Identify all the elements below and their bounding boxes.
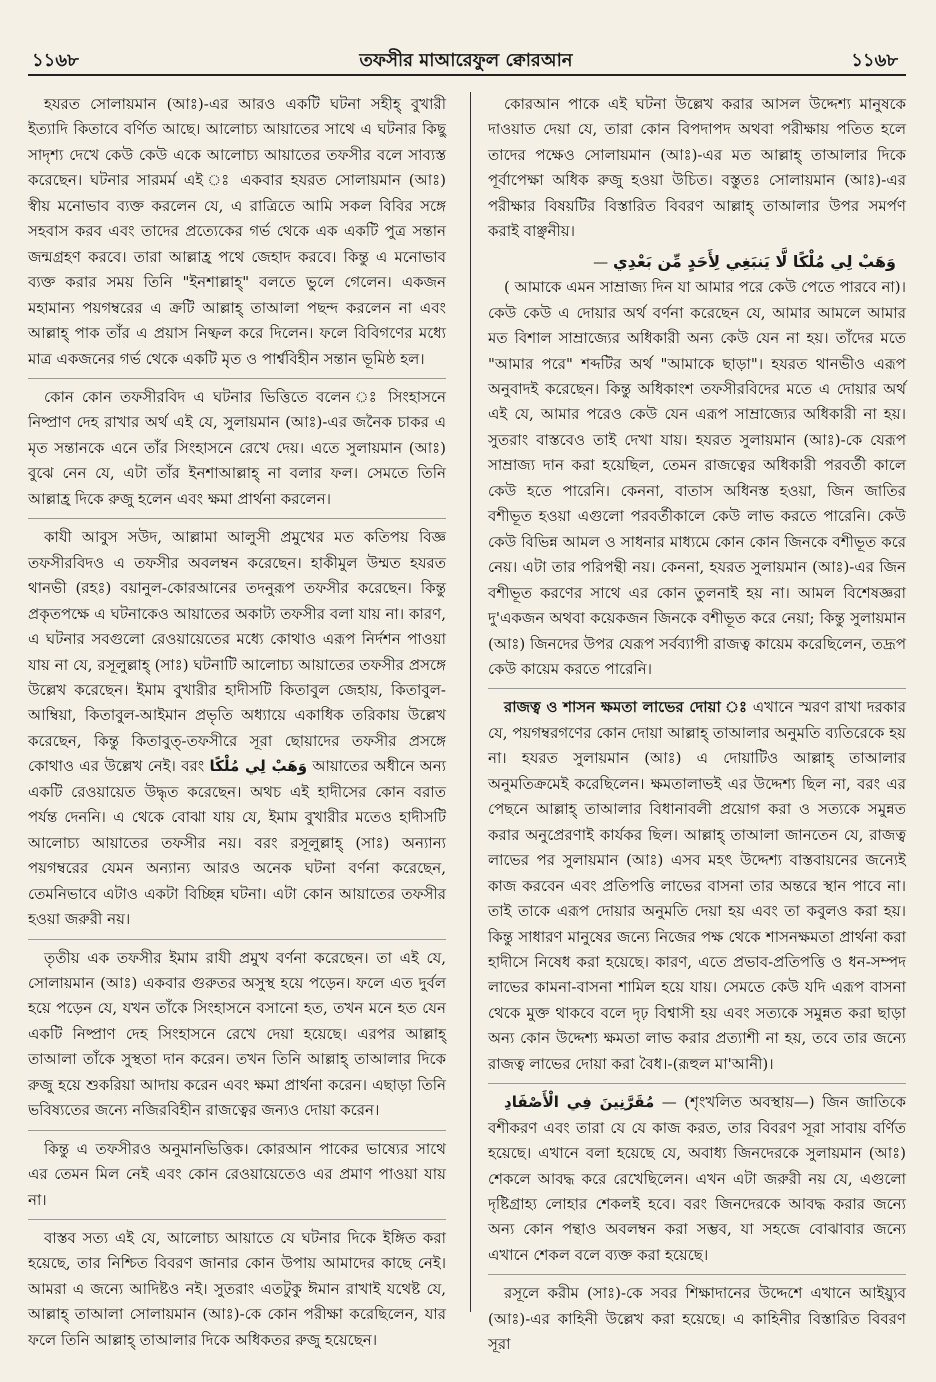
paragraph: হযরত সোলায়মান (আঃ)-এর আরও একটি ঘটনা সহীহ্ বুখারী ইত্যাদি কিতাবে বর্ণিত আছে। আলোচ্য আয়াতের সাথে এ ঘটনার কিছু সাদৃশ্য দেখে কেউ কেউ একে আলোচ্য আয়াতের তফসীর বলে সাব্যস্ত করেছেন। ঘটনার সারমর্ম এই ঃ একবার হযরত সোলায়মান (আঃ) স্বীয় মনোভাব ব্যক্ত করলেন যে, এ রাত্রিতে আমি সকল বিবির সঙ্গে সহবাস করব এবং তাদের প্রত্যেকের গর্ভ থেকে এক একটি পুত্র সন্তান জন্মগ্রহণ করবে। তারা আল্লাহ্র পথে জেহাদ করবে। কিন্তু এ মনোভাব ব্যক্ত করার সময় তিনি "ইনশাল্লাহ্" বলতে ভুলে গেলেন। একজন মহামান্য পয়গম্বরের এ ক্রটি আল্লাহ্ তাআলা পছন্দ করলেন না এবং আল্লাহ্ পাক তাঁর এ প্রয়াস নিষ্ফল করে দিলেন। ফলে বিবিগণের মধ্যে মাত্র একজনের গর্ভ থেকে একটি মৃত ও পার্শ্ববিহীন সন্তান ভূমিষ্ঠ হল। bbox=[28, 95, 446, 368]
paragraph: ( আমাকে এমন সাম্রাজ্য দিন যা আমার পরে কেউ পেতে পারবে না)। কেউ কেউ এ দোয়ার অর্থ বর্ণনা করেছেন যে, আমার আমলে আমার মত বিশাল সাম্রাজ্যের অধিকারী অন্য কেউ যেন না হয়। তাঁদের মতে "আমার পরে" শব্দটির অর্থ "আমাকে ছাড়া"। হযরত থানভীও এরূপ অনুবাদই করেছেন। কিন্তু অধিকাংশ তফসীরবিদের মতে এ দোয়ার অর্থ এই যে, আমার পরেও কেউ যেন এরূপ সাম্রাজ্যের অধিকারী না হয়। সুতরাং বাস্তবেও তাই দেখা যায়। হযরত সুলায়মান (আঃ)-কে যেরূপ সাম্রাজ্য দান করা হয়েছিল, তেমন রাজত্বের অধিকারী পরবর্তী কালে কেউ হতে পারেনি। কেননা, বাতাস অধিনস্ত হওয়া, জিন জাতির বশীভূত হওয়া এগুলো পরবর্তীকালে কেউ লাভ করতে পারেনি। কেউ কেউ বিভিন্ন আমল ও সাধনার মাধ্যমে কোন কোন জিনকে বশীভূত করে নেয়। এটা তার পরিপন্থী নয়। কেননা, হযরত সুলায়মান (আঃ)-এর জিন বশীভূত করণের সাথে এর কোন তুলনাই হয় না। আমল বিশেষজ্ঞরা দু'একজন অথবা কয়েকজন জিনকে বশীভূত করে নেয়া; কিন্তু সুলায়মান (আঃ) জিনদের উপর যেরূপ সর্বব্যাপী রাজত্ব কায়েম করেছিলেন, তদ্রূপ কেউ কায়েম করতে পারেনি। bbox=[488, 278, 906, 678]
paragraph bbox=[488, 688, 906, 1077]
right-column bbox=[488, 92, 906, 1362]
page-number-right: ১১৬৮ bbox=[851, 50, 898, 71]
left-column bbox=[28, 92, 446, 1357]
paragraph: রসূলে করীম (সাঃ)-কে সবর শিক্ষাদানের উদ্দেশে এখানে আইয়্যুব (আঃ)-এর কাহিনী উল্লেখ করা হয়েছে। এ কাহিনীর বিস্তারিত বিবরণ সূরা bbox=[488, 1274, 906, 1357]
paragraph: তৃতীয় এক তফসীর ইমাম রাযী প্রমুখ বর্ণনা করেছেন। তা এই যে, সোলায়মান (আঃ) একবার গুরুতর অসুস্থ হয়ে পড়েন। ফলে এত দুর্বল হয়ে পড়েন যে, যখন তাঁকে সিংহাসনে বসানো হত, তখন মনে হত যেন একটি নিষ্প্রাণ দেহ সিংহাসনে রেখে দেয়া হয়েছে। এরপর আল্লাহ্ তাআলা তাঁকে সুস্থতা দান করেন। তখন তিনি আল্লাহ্ তাআলার দিকে রুজু হয়ে শুকরিয়া আদায় করেন এবং ক্ষমা প্রার্থনা করেন। এছাড়া তিনি ভবিষ্যতের জন্যে নজিরবিহীন রাজত্বের জন্যও দোয়া করেন। bbox=[28, 939, 446, 1124]
paragraph: কিন্তু এ তফসীরও অনুমানভিত্তিক। কোরআন পাকের ভাষ্যের সাথে এর তেমন মিল নেই এবং কোন রেওয়ায়েতেও এর প্রমাণ পাওয়া যায় না। bbox=[28, 1130, 446, 1213]
column-divider bbox=[470, 92, 471, 1312]
paragraph: কোরআন পাকে এই ঘটনা উল্লেখ করার আসল উদ্দেশ্য মানুষকে দাওয়াত দেয়া যে, তারা কোন বিপদাপদ অথবা পরীক্ষায় পতিত হলে তাদের পক্ষেও সোলায়মান (আঃ)-এর মত আল্লাহ্ তাআলার দিকে পূর্বাপেক্ষা অধিক রুজু হওয়া উচিত। বস্তুতঃ সোলায়মান (আঃ)-এর পরীক্ষার বিষয়টির বিস্তারিত বিবরণ আল্লাহ্ তাআলার উপর সমর্পণ করাই বাঞ্ছনীয়। bbox=[488, 95, 906, 241]
arabic-verse: مُقَرَّنِينَ فِي الْأَصْفَادِ bbox=[504, 1093, 655, 1112]
verse-line bbox=[488, 249, 906, 275]
paragraph bbox=[28, 518, 446, 932]
paragraph-text: কাযী আবুস সউদ, আল্লামা আলুসী প্রমুখের মত কতিপয় বিজ্ঞ তফসীরবিদও এ তফসীর অবলম্বন করেছেন। হাকীমুল উম্মত হযরত থানভী (রহঃ) বয়ানুল-কোরআনের তদনুরূপ তফসীর করেছেন। কিন্তু প্রকৃতপক্ষে এ ঘটনাকেও আয়াতের অকাট্য তফসীর বলা যায় না। কারণ, এ ঘটনার সবগুলো রেওয়ায়েতের মধ্যে কোথাও এরূপ নির্দশন পাওয়া যায় না যে, রসূলুল্লাহ্ (সাঃ) ঘটনাটি আলোচ্য আয়াতের তফসীর প্রসঙ্গে উল্লেখ করেছেন। ইমাম বুখারীর হাদীসটি কিতাবুল জেহায়, কিতাবুল-আম্বিয়া, কিতাবুল-আইমান প্রভৃতি অধ্যায়ে একাধিক তরিকায় উল্লেখ করেছেন, কিন্তু কিতাবুত্-তফসীরে সূরা ছোয়াদের তফসীর প্রসঙ্গে কোথাও এর উল্লেখ নেই। বরং bbox=[28, 528, 446, 776]
paragraph-text: আয়াতের অধীনে অন্য একটি রেওয়ায়েত উদ্ধৃত করেছেন। অথচ এই হাদীসের কোন বরাত পর্যন্ত দেননি। এ থেকে বোঝা যায় যে, ইমাম বুখারীর মতেও হাদীসটি আলোচ্য আয়াতের তফসীর নয়। বরং রসূলুল্লাহ্ (সাঃ) অন্যান্য পয়গম্বরের যেমন অন্যান্য আরও অনেক ঘটনা বর্ণনা করেছেন, তেমনিভাবে এটাও একটা বিচ্ছিন্ন ঘটনা। এটা কোন আয়াতের তফসীর হওয়া জরুরী নয়। bbox=[28, 757, 447, 929]
arabic-verse: وَهَبْ لِي مُلْكًا لَّا يَنبَغِي لِأَحَدٍ مِّن بَعْدِي bbox=[612, 251, 896, 271]
header-rule bbox=[28, 74, 906, 76]
paragraph: কোন কোন তফসীরবিদ এ ঘটনার ভিত্তিতে বলেন ঃ সিংহাসনে নিষ্প্রাণ দেহ রাখার অর্থ এই যে, সুলায়মান (আঃ)-এর জনৈক চাকর এ মৃত সন্তানকে এনে তাঁর সিংহাসনে রেখে দেয়। এতে সুলায়মান (আঃ) বুঝে নেন যে, এটা তাঁর ইনশাআল্লাহ্ না বলার ফল। সেমতে তিনি আল্লাহ্র দিকে রুজু হলেন এবং ক্ষমা প্রার্থনা করলেন। bbox=[28, 378, 446, 512]
paragraph bbox=[488, 1083, 906, 1268]
verse-dash: — bbox=[593, 252, 613, 271]
running-title: তফসীর মাআরেফুল ক্বোরআন bbox=[359, 50, 573, 71]
arabic-verse: وَهَبْ لِي مُلْكًا bbox=[209, 757, 308, 776]
page-number-left: ১১৬৮ bbox=[32, 50, 79, 71]
section-heading: রাজত্ব ও শাসন ক্ষমতা লাভের দোয়া ঃ bbox=[504, 698, 748, 717]
page-header bbox=[28, 44, 904, 74]
paragraph: বাস্তব সত্য এই যে, আলোচ্য আয়াতে যে ঘটনার দিকে ইঙ্গিত করা হয়েছে, তার নিশ্চিত বিবরণ জানার কোন উপায় আমাদের কাছে নেই। আমরা এ জন্যে আদিষ্টও নই। সুতরাং এতটুকু ঈমান রাখাই যথেষ্ট যে, আল্লাহ্ তাআলা সোলায়মান (আঃ)-কে কোন পরীক্ষা করেছিলেন, যার ফলে তিনি আল্লাহ্ তাআলার দিকে অধিকতর রুজু হয়েছেন। bbox=[28, 1219, 446, 1353]
paragraph-text: এখানে স্মরণ রাখা দরকার যে, পয়গম্বরগণের কোন দোয়া আল্লাহ্ তাআলার অনুমতি ব্যতিরেকে হয় না। হযরত সুলায়মান (আঃ) এ দোয়াটিও আল্লাহ্ তাআলার অনুমতিক্রমেই করেছিলেন। ক্ষমতালাভই এর উদ্দেশ্য ছিল না, বরং এর পেছনে আল্লাহ্ তাআলার বিধানাবলী প্রয়োগ করা ও সত্যকে সমুন্নত করার অনুপ্রেরণাই কার্যকর ছিল। আল্লাহ্ তাআলা জানতেন যে, রাজত্ব লাভের পর সুলায়মান (আঃ) এসব মহৎ উদ্দেশ্য বাস্তবায়নের জন্যেই কাজ করবেন এবং প্রতিপত্তি লাভের বাসনা তার অন্তরে স্থান পাবে না। তাই তাকে এরূপ দোয়ার অনুমতি দেয়া হয় এবং তা কবুলও করা হয়। কিন্তু সাধারণ মানুষের জন্যে নিজের পক্ষ থেকে শাসনক্ষমতা প্রার্থনা করা হাদীসে নিষেধ করা হয়েছে। কারণ, এতে প্রভাব-প্রতিপত্তি ও ধন-সম্পদ লাভের কামনা-বাসনা শামিল হয়ে যায়। সেমতে কেউ যদি এরূপ বাসনা থেকে মুক্ত থাকবে বলে দৃঢ় বিশ্বাসী হয় এবং সত্যকে সমুন্নত করা ছাড়া অন্য কোন উদ্দেশ্য ক্ষমতা লাভ করার প্রত্যাশী না হয়, তবে তার জন্যে রাজত্ব লাভের দোয়া করা বৈধ।-(রূহুল মা'আনী)। bbox=[488, 698, 906, 1073]
paragraph-text: — (শৃংখলিত অবস্থায়—) জিন জাতিকে বশীকরণ এবং তারা যে যে কাজ করত, তার বিবরণ সূরা সাবায় বর্ণিত হয়েছে। এখানে বলা হয়েছে যে, অবাধ্য জিনদেরকে সুলায়মান (আঃ) শেকলে আবদ্ধ করে রেখেছিলেন। এখন এটা জরুরী নয় যে, এগুলো দৃষ্টিগ্রাহ্য লোহার শেকলই হবে। বরং জিনদেরকে আবদ্ধ করার জন্যে অন্য কোন পন্থাও অবলম্বন করা সম্ভব, যা সহজে বোঝাবার জন্যে এখানে শেকল বলে ব্যক্ত করা হয়েছে। bbox=[488, 1093, 906, 1264]
